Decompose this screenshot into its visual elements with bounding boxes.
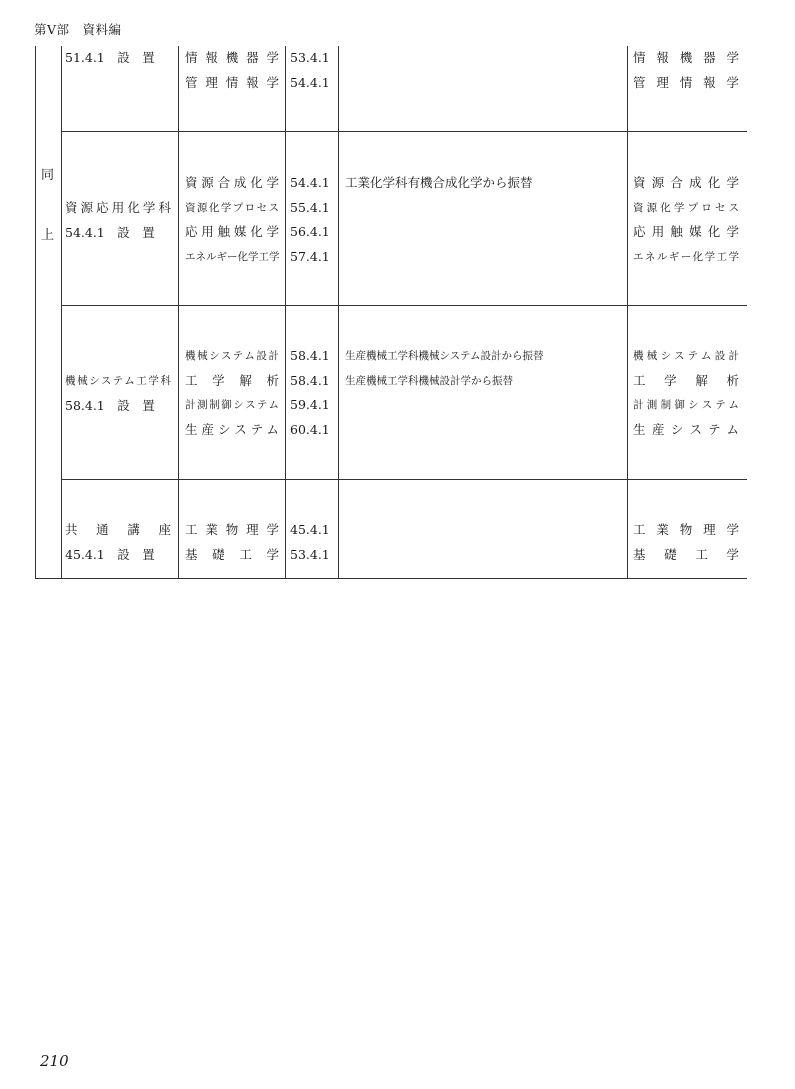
course-date: 54.4.1 [290, 175, 330, 190]
course-name: 資源化学プロセス [185, 201, 279, 214]
table-row-courses [185, 46, 279, 95]
table-row-dept [65, 369, 171, 418]
course-date: 57.4.1 [290, 248, 330, 264]
dept-line: 共通講座 [65, 522, 171, 537]
table-row-courses [185, 344, 279, 442]
course-date: 45.4.1 [290, 522, 330, 537]
course-date: 56.4.1 [290, 224, 330, 239]
side-label-bottom: 上 [41, 228, 55, 243]
course-name: 計測制御システム [185, 399, 279, 411]
current-course: 基礎工学 [633, 546, 739, 562]
course-date: 58.4.1 [290, 348, 330, 363]
dept-line: 51.4.1 設 置 [65, 50, 155, 65]
course-name: 資源合成化学 [185, 175, 279, 190]
table-row-dates [290, 46, 336, 95]
table-row-dept [65, 196, 171, 245]
table-row-courses [185, 518, 279, 567]
course-name: 工業物理学 [185, 522, 279, 537]
table-row-current [633, 518, 739, 567]
table-row-courses [185, 171, 279, 269]
dept-line: 機械システム工学科 [65, 375, 171, 387]
table-row-current [633, 171, 739, 269]
table-rule [338, 46, 339, 579]
table-row-dates [290, 518, 336, 567]
dept-line: 資源応用化学科 [65, 200, 171, 215]
course-name: 情報機器学 [185, 50, 279, 65]
course-name: 生産システム [185, 421, 279, 437]
current-course: 情報機器学 [633, 50, 739, 65]
current-course: 工業物理学 [633, 522, 739, 537]
table-bottom-rule [35, 578, 747, 579]
table-rule [61, 46, 62, 579]
transfer-note: 生産機械工学科機械設計学から振替 [345, 374, 513, 387]
row-divider [61, 479, 747, 480]
current-course: 機械システム設計 [633, 350, 739, 362]
table-rule [178, 46, 179, 579]
row-divider [61, 305, 747, 306]
table-row-dates [290, 344, 336, 442]
table-rule [35, 46, 36, 579]
course-name: 基礎工学 [185, 546, 279, 562]
current-course: 応用触媒化学 [633, 224, 739, 239]
course-date: 53.4.1 [290, 546, 330, 562]
table-row-notes [345, 344, 623, 393]
course-date: 55.4.1 [290, 199, 330, 215]
course-name: 工学解析 [185, 372, 279, 388]
side-label-top: 同 [41, 168, 55, 183]
course-date: 60.4.1 [290, 421, 330, 437]
current-course: エネルギー化学工学 [633, 250, 739, 263]
current-course: 資源合成化学 [633, 175, 739, 190]
table-row-dept [65, 518, 171, 567]
course-date: 59.4.1 [290, 397, 330, 412]
course-date: 58.4.1 [290, 372, 330, 388]
transfer-note: 生産機械工学科機械システム設計から振替 [345, 350, 544, 362]
table-row-current [633, 344, 739, 442]
table-row-current [633, 46, 739, 95]
course-name: 機械システム設計 [185, 350, 279, 362]
table-rule [627, 46, 628, 579]
current-course: 生産システム [633, 421, 739, 437]
transfer-note: 工業化学科有機合成化学から振替 [345, 175, 533, 190]
course-date: 54.4.1 [290, 74, 330, 90]
course-name: 管理情報学 [185, 74, 279, 90]
current-course: 工学解析 [633, 372, 739, 388]
current-course: 資源化学プロセス [633, 201, 739, 214]
history-table [35, 46, 747, 579]
current-course: 管理情報学 [633, 74, 739, 90]
current-course: 計測制御システム [633, 399, 739, 411]
row-divider [61, 131, 747, 132]
page-header: 第Ⅴ部 資料編 [34, 22, 122, 37]
dept-line: 58.4.1 設 置 [65, 397, 155, 413]
table-row-dept [65, 46, 171, 71]
table-row-dates [290, 171, 336, 269]
dept-line: 45.4.1 設 置 [65, 546, 155, 562]
page-number: 210 [40, 1052, 69, 1070]
table-rule [285, 46, 286, 579]
course-name: 応用触媒化学 [185, 224, 279, 239]
course-name: エネルギー化学工学 [185, 250, 279, 263]
course-date: 53.4.1 [290, 50, 330, 65]
dept-line: 54.4.1 設 置 [65, 224, 155, 240]
table-row-notes [345, 171, 623, 196]
